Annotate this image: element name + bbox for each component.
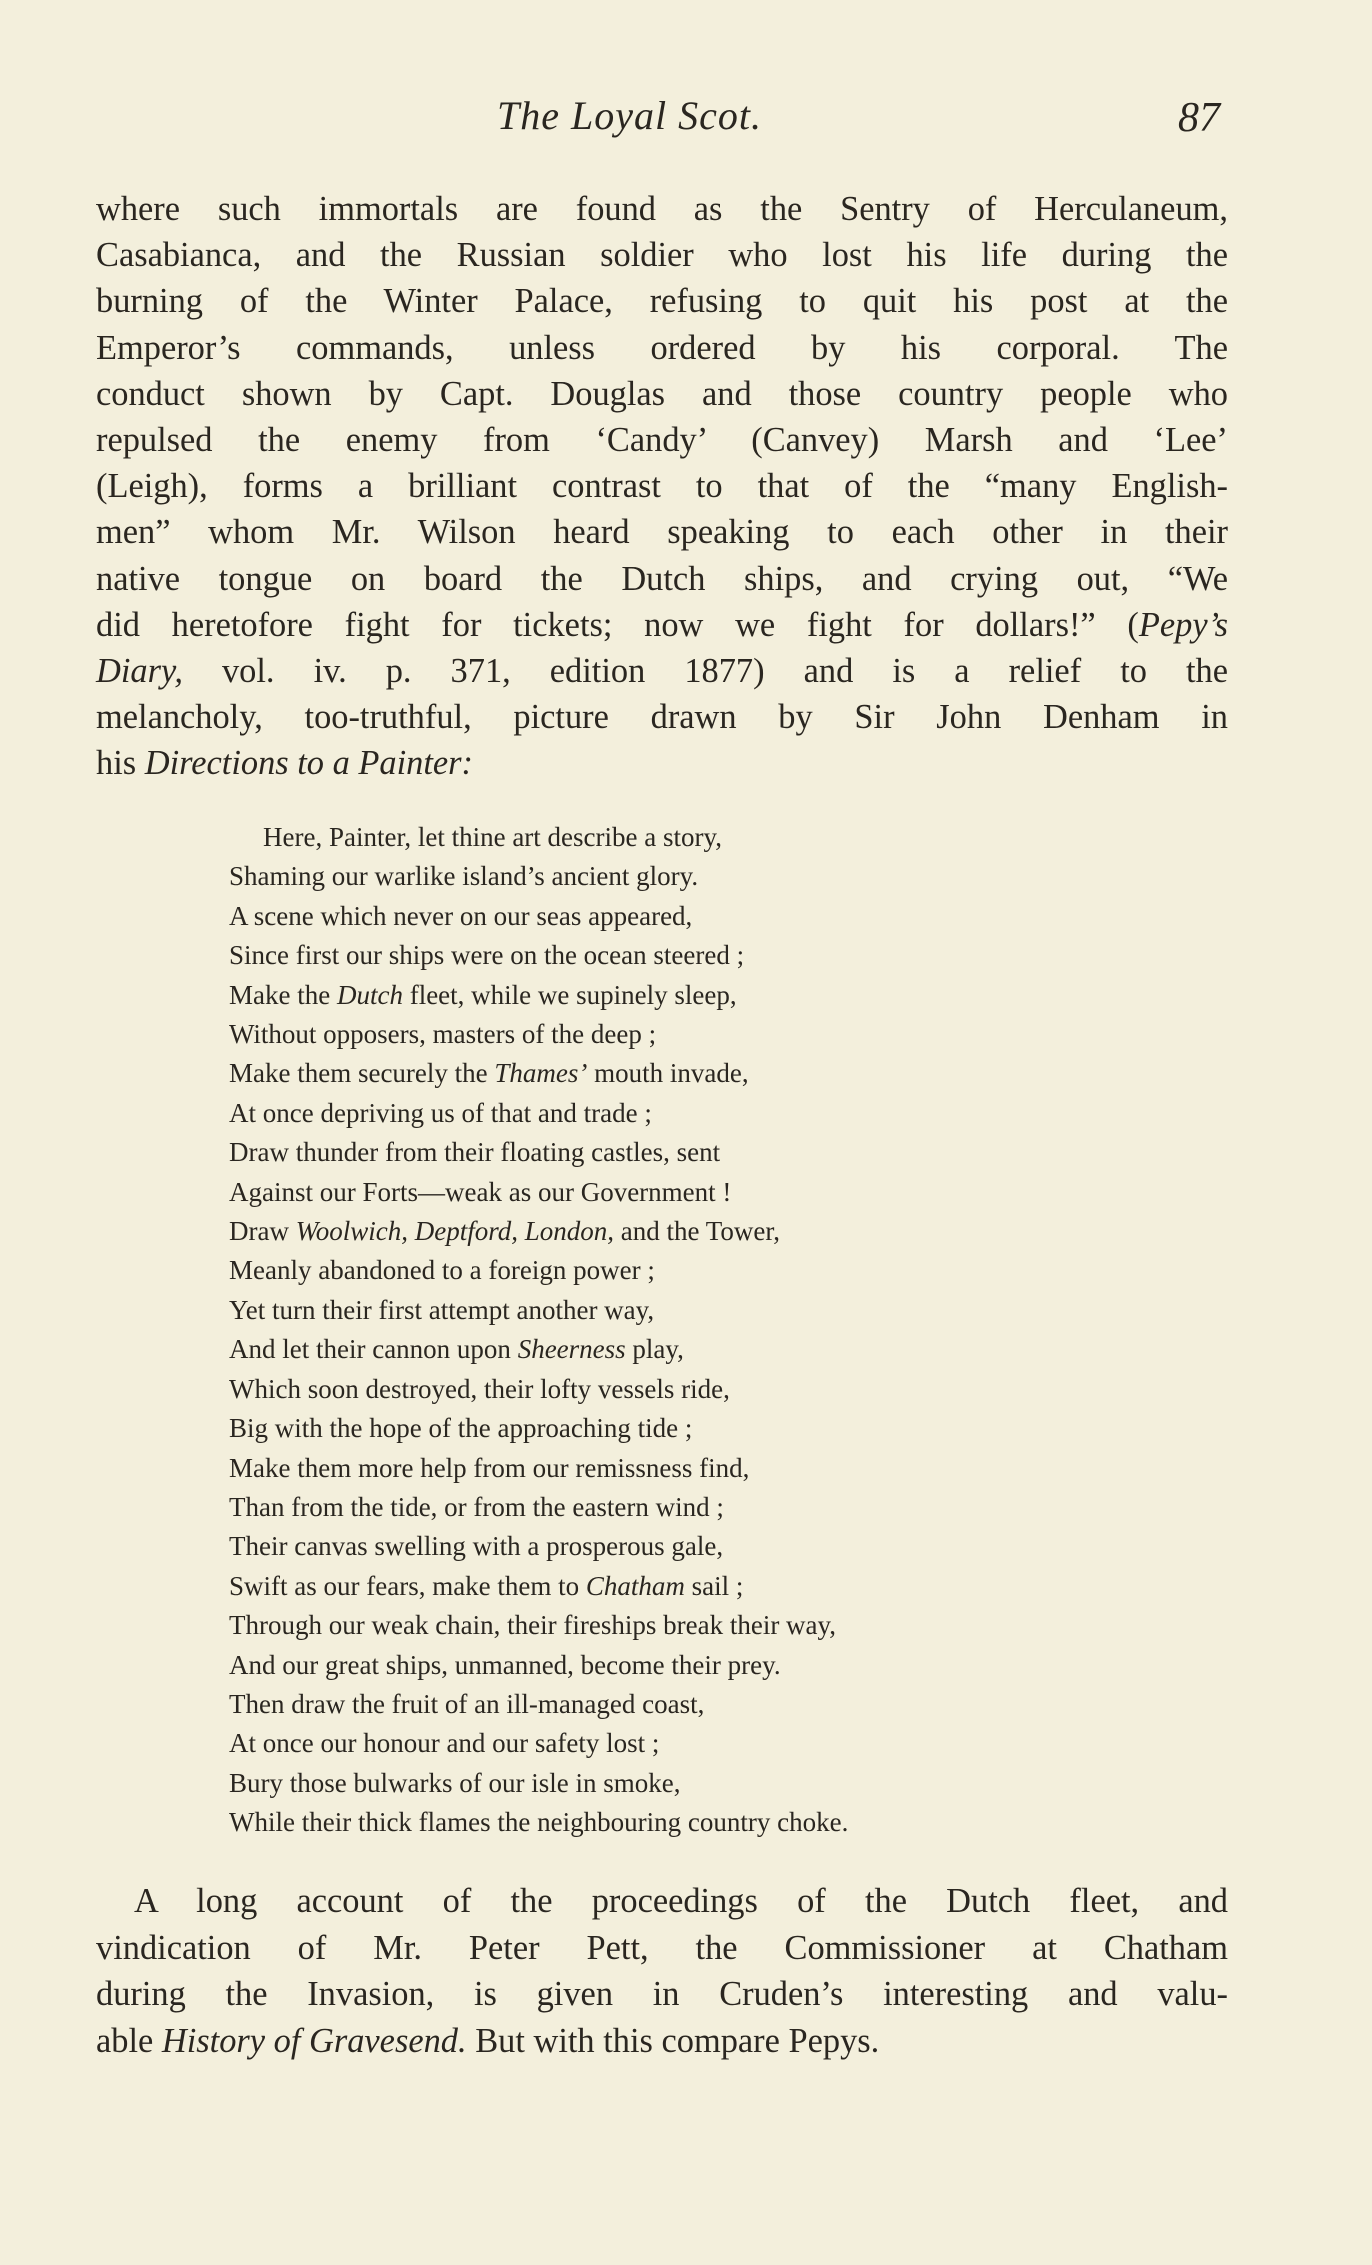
closing-prefix: able [96, 2021, 162, 2060]
citation-open: ( [1127, 605, 1139, 644]
body-line-last [96, 740, 1228, 786]
body-line: burning of the Winter Palace, refusing to quit his post at the [96, 282, 1228, 321]
poem-line [229, 1133, 1129, 1172]
poem-line [229, 1449, 1129, 1488]
poem-text: Meanly abandoned to a foreign power ; [229, 1255, 655, 1286]
poem-text: Shaming our warlike island’s ancient glory. [229, 861, 699, 892]
poem-text: Big with the hope of the approaching tide ; [229, 1413, 693, 1444]
poem-text: At once depriving us of that and trade ; [229, 1097, 652, 1128]
poem-place-name: Dutch [336, 979, 403, 1010]
poem-line [229, 1527, 1129, 1566]
poem-text: and the Tower, [614, 1216, 780, 1247]
body-line: where such immortals are found as the Sentry of Herculaneum, [96, 190, 1228, 228]
poem-text: Which soon destroyed, their lofty vessels ride, [229, 1373, 730, 1404]
poem-line [229, 1370, 1129, 1409]
poem-text: While their thick flames the neighbouring country choke. [229, 1807, 849, 1838]
body-line-with-citation [96, 602, 1228, 648]
poem-text: At once our honour and our safety lost ; [229, 1728, 660, 1759]
poem-text: Draw [229, 1216, 296, 1247]
poem-line [229, 1330, 1129, 1369]
running-title: The Loyal Scot. [497, 93, 762, 138]
poem-text: Bury those bulwarks of our isle in smoke, [229, 1767, 681, 1798]
closing-line: during the Invasion, is given in Cruden’s interesting and valu- [96, 1975, 1228, 2014]
poem-text: Make them securely the [229, 1058, 495, 1089]
poem-text: Then draw the fruit of an ill-managed coast, [229, 1688, 705, 1719]
poem-text: Draw thunder from their floating castles, sent [229, 1137, 721, 1168]
body-line: men” whom Mr. Wilson heard speaking to each other in their [96, 513, 1228, 552]
poem-line [229, 1409, 1129, 1448]
closing-paragraph [96, 1878, 1228, 2064]
poem-text: Swift as our fears, make them to [229, 1570, 586, 1601]
closing-line: vindication of Mr. Peter Pett, the Commissioner at Chatham [96, 1928, 1228, 1967]
body-line-prefix: his [96, 744, 145, 783]
body-line-citation [96, 648, 1228, 694]
body-line: did heretofore fight for tickets; now we fight for dollars!” [96, 605, 1096, 644]
poem-text: mouth invade, [587, 1058, 749, 1089]
poem-text: Yet turn their first attempt another way, [229, 1294, 655, 1325]
poem-line [229, 1488, 1129, 1527]
poem-text: Through our weak chain, their fireships break their way, [229, 1610, 837, 1641]
poem-line [229, 1291, 1129, 1330]
poem-line [229, 1212, 1129, 1251]
poem-line [229, 1646, 1129, 1685]
poem-place-name: Thames’ [494, 1058, 588, 1089]
closing-suffix: But with this compare Pepys. [466, 2021, 880, 2060]
body-paragraph [96, 186, 1228, 787]
poem-text: Without opposers, masters of the deep ; [229, 1019, 657, 1050]
poem-line [229, 1015, 1129, 1054]
poem-text: fleet, while we supinely sleep, [402, 979, 737, 1010]
poem-line [229, 1724, 1129, 1763]
poem-line [229, 897, 1129, 936]
body-line: conduct shown by Capt. Douglas and those country people who [96, 374, 1228, 413]
poem-line [229, 1803, 1129, 1842]
poem-line [229, 1173, 1129, 1212]
citation-title: Pepy’s [1138, 605, 1228, 644]
work-title: History of Gravesend. [161, 2021, 467, 2060]
poem-text: Their canvas swelling with a prosperous gale, [229, 1531, 724, 1562]
poem-line [229, 1685, 1129, 1724]
poem-text: Than from the tide, or from the eastern wind ; [229, 1491, 724, 1522]
poem-line [229, 857, 1129, 896]
work-title: Directions to a Painter: [144, 744, 473, 783]
poem-line [229, 936, 1129, 975]
poem-place-name: Sheerness [517, 1334, 626, 1365]
body-line: Casabianca, and the Russian soldier who lost his life during the [96, 236, 1228, 275]
citation-title-2: Diary, [96, 652, 183, 691]
closing-line-last [96, 2018, 1228, 2065]
body-line: (Leigh), forms a brilliant contrast to that of the “many English- [96, 467, 1228, 506]
poem-text: Since first our ships were on the ocean steered ; [229, 940, 745, 971]
poem-line [229, 976, 1129, 1015]
poem-line [229, 1094, 1129, 1133]
poem-place-name: Chatham [585, 1570, 685, 1601]
poem-text: play, [625, 1334, 684, 1365]
poem-line [229, 1251, 1129, 1290]
page-number: 87 [1178, 95, 1220, 141]
poem-line [229, 1567, 1129, 1606]
body-line: native tongue on board the Dutch ships, and crying out, “We [96, 559, 1228, 598]
body-line: Emperor’s commands, unless ordered by his corporal. The [96, 328, 1228, 367]
poem-line [229, 1054, 1129, 1093]
poem-text: Against our Forts—weak as our Government ! [229, 1176, 732, 1207]
poem-text: Make the [229, 979, 337, 1010]
poem-place-name: Woolwich, Deptford, London, [295, 1216, 614, 1247]
poem-text: And our great ships, unmanned, become their prey. [229, 1649, 781, 1680]
closing-line: A long account of the proceedings of the Dutch fleet, and [134, 1882, 1228, 1920]
poem-block [229, 818, 1129, 1843]
poem-text: And let their cannon upon [229, 1334, 518, 1365]
body-line: melancholy, too-truthful, picture drawn by Sir John Denham in [96, 698, 1228, 737]
citation-rest: vol. iv. p. 371, edition 1877) and is a relief to the [182, 652, 1228, 691]
poem-line [229, 818, 1129, 857]
body-line: repulsed the enemy from ‘Candy’ (Canvey) Marsh and ‘Lee’ [96, 421, 1228, 460]
poem-line [229, 1606, 1129, 1645]
poem-text: A scene which never on our seas appeared, [229, 900, 693, 931]
poem-text: Make them more help from our remissness find, [229, 1452, 750, 1483]
page-header [0, 92, 1372, 152]
poem-text: sail ; [684, 1570, 744, 1601]
poem-text: Here, Painter, let thine art describe a story, [263, 822, 722, 852]
poem-line [229, 1764, 1129, 1803]
